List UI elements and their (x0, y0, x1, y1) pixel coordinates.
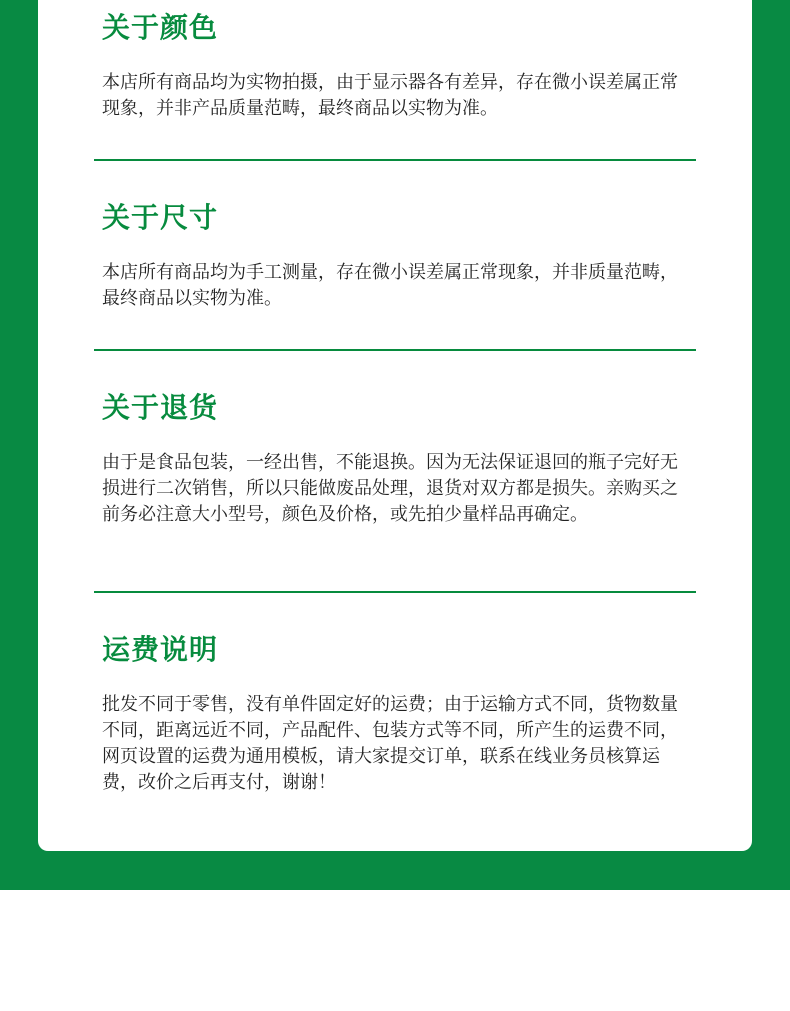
divider (94, 349, 696, 351)
section-body-color: 本店所有商品均为实物拍摄，由于显示器各有差异，存在微小误差属正常现象，并非产品质量范畴，最终商品以实物为准。 (102, 72, 678, 119)
section-returns (102, 388, 702, 528)
section-body-shipping: 批发不同于零售，没有单件固定好的运费；由于运输方式不同，货物数量不同，距离远近不同，产品配件、包装方式等不同，所产生的运费不同，网页设置的运费为通用模板，请大家提交订单，联系在线业务员核算运费，改价之后再支付，谢谢！ (102, 694, 678, 793)
section-title-size: 关于尺寸 (102, 201, 219, 234)
section-title-color: 关于颜色 (102, 11, 219, 44)
info-card (38, 0, 752, 851)
section-body-returns: 由于是食品包装，一经出售，不能退换。因为无法保证退回的瓶子完好无损进行二次销售，所以只能做废品处理，退货对双方都是损失。亲购买之前务必注意大小型号，颜色及价格，或先拍少量样品再确定。 (102, 452, 678, 525)
section-body-size: 本店所有商品均为手工测量，存在微小误差属正常现象，并非质量范畴，最终商品以实物为准。 (102, 262, 678, 309)
divider (94, 591, 696, 593)
section-title-shipping: 运费说明 (102, 633, 219, 666)
section-shipping (102, 630, 702, 796)
section-color (102, 8, 702, 122)
divider (94, 159, 696, 161)
section-size (102, 198, 702, 312)
section-title-returns: 关于退货 (102, 391, 219, 424)
